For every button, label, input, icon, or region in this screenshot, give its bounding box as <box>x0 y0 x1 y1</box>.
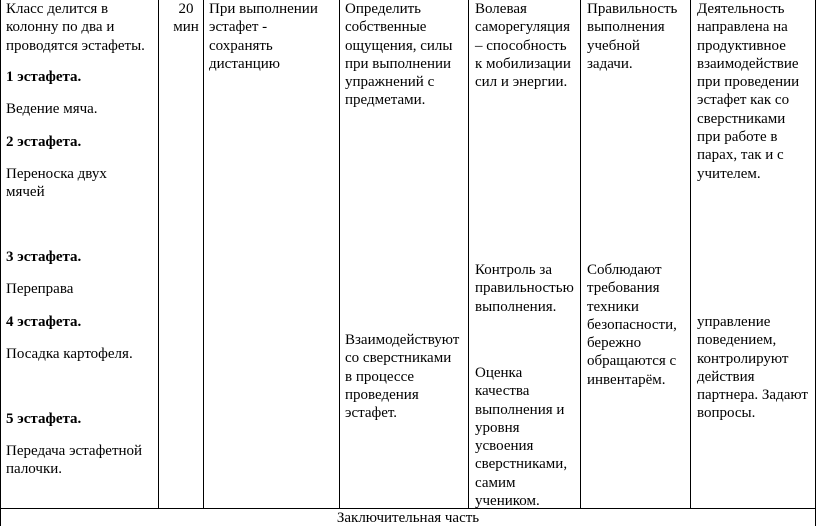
task-correctness-text: Правильность выполнения учебной задачи. <box>587 1 678 72</box>
section-title: Заключительная часть <box>336 510 480 526</box>
column-border <box>203 0 204 509</box>
relay-desc: Посадка картофеля. <box>6 346 133 362</box>
activity-goal-text: Деятельность направлена на продуктивное взаимодействие при проведении эстафет как со сверстниками при работе в парах, так и с учителем. <box>697 1 800 182</box>
relay-title: 4 эстафета. <box>6 314 82 330</box>
column-border <box>158 0 159 509</box>
instruction-cell: При выполнении эстафет - сохранять дистанцию <box>209 1 318 72</box>
behavior-management-text: управление поведением, контролируют действия партнера. Задают вопросы. <box>697 314 808 422</box>
column-border <box>690 0 691 509</box>
safety-text: Соблюдают требования техники безопасности, бережно обращаются с инвентарём. <box>587 262 677 388</box>
relay-title: 2 эстафета. <box>6 134 82 150</box>
activity-intro: Класс делится в колонну по два и проводятся эстафеты. <box>6 1 145 54</box>
column-border <box>339 0 340 509</box>
relay-desc: Передача эстафетной палочки. <box>6 443 143 478</box>
relay-title: 1 эстафета. <box>6 69 82 85</box>
personal-outcome-text: Определить собственные ощущения, силы при выполнении упражнений с предметами. <box>345 1 453 109</box>
relay-title: 3 эстафета. <box>6 249 82 265</box>
duration-cell: 20 мин <box>173 1 199 36</box>
control-text: Контроль за правильностью выполнения. <box>475 262 574 315</box>
relay-desc: Ведение мяча. <box>6 101 98 117</box>
assessment-text: Оценка качества выполнения и уровня усвоения сверстниками, самим учеником. <box>475 365 568 510</box>
column-border <box>580 0 581 509</box>
communicative-outcome-text: Взаимодействуют со сверстниками в процессе проведения эстафет. <box>345 332 460 422</box>
regulatory-outcome-text: Волевая саморегуляция – способность к мобилизации сил и энергии. <box>475 1 571 91</box>
relay-title: 5 эстафета. <box>6 411 82 427</box>
relay-desc: Переправа <box>6 281 74 297</box>
column-border <box>468 0 469 509</box>
relay-desc: Переноска двух мячей <box>6 166 107 201</box>
column-border <box>0 0 1 526</box>
